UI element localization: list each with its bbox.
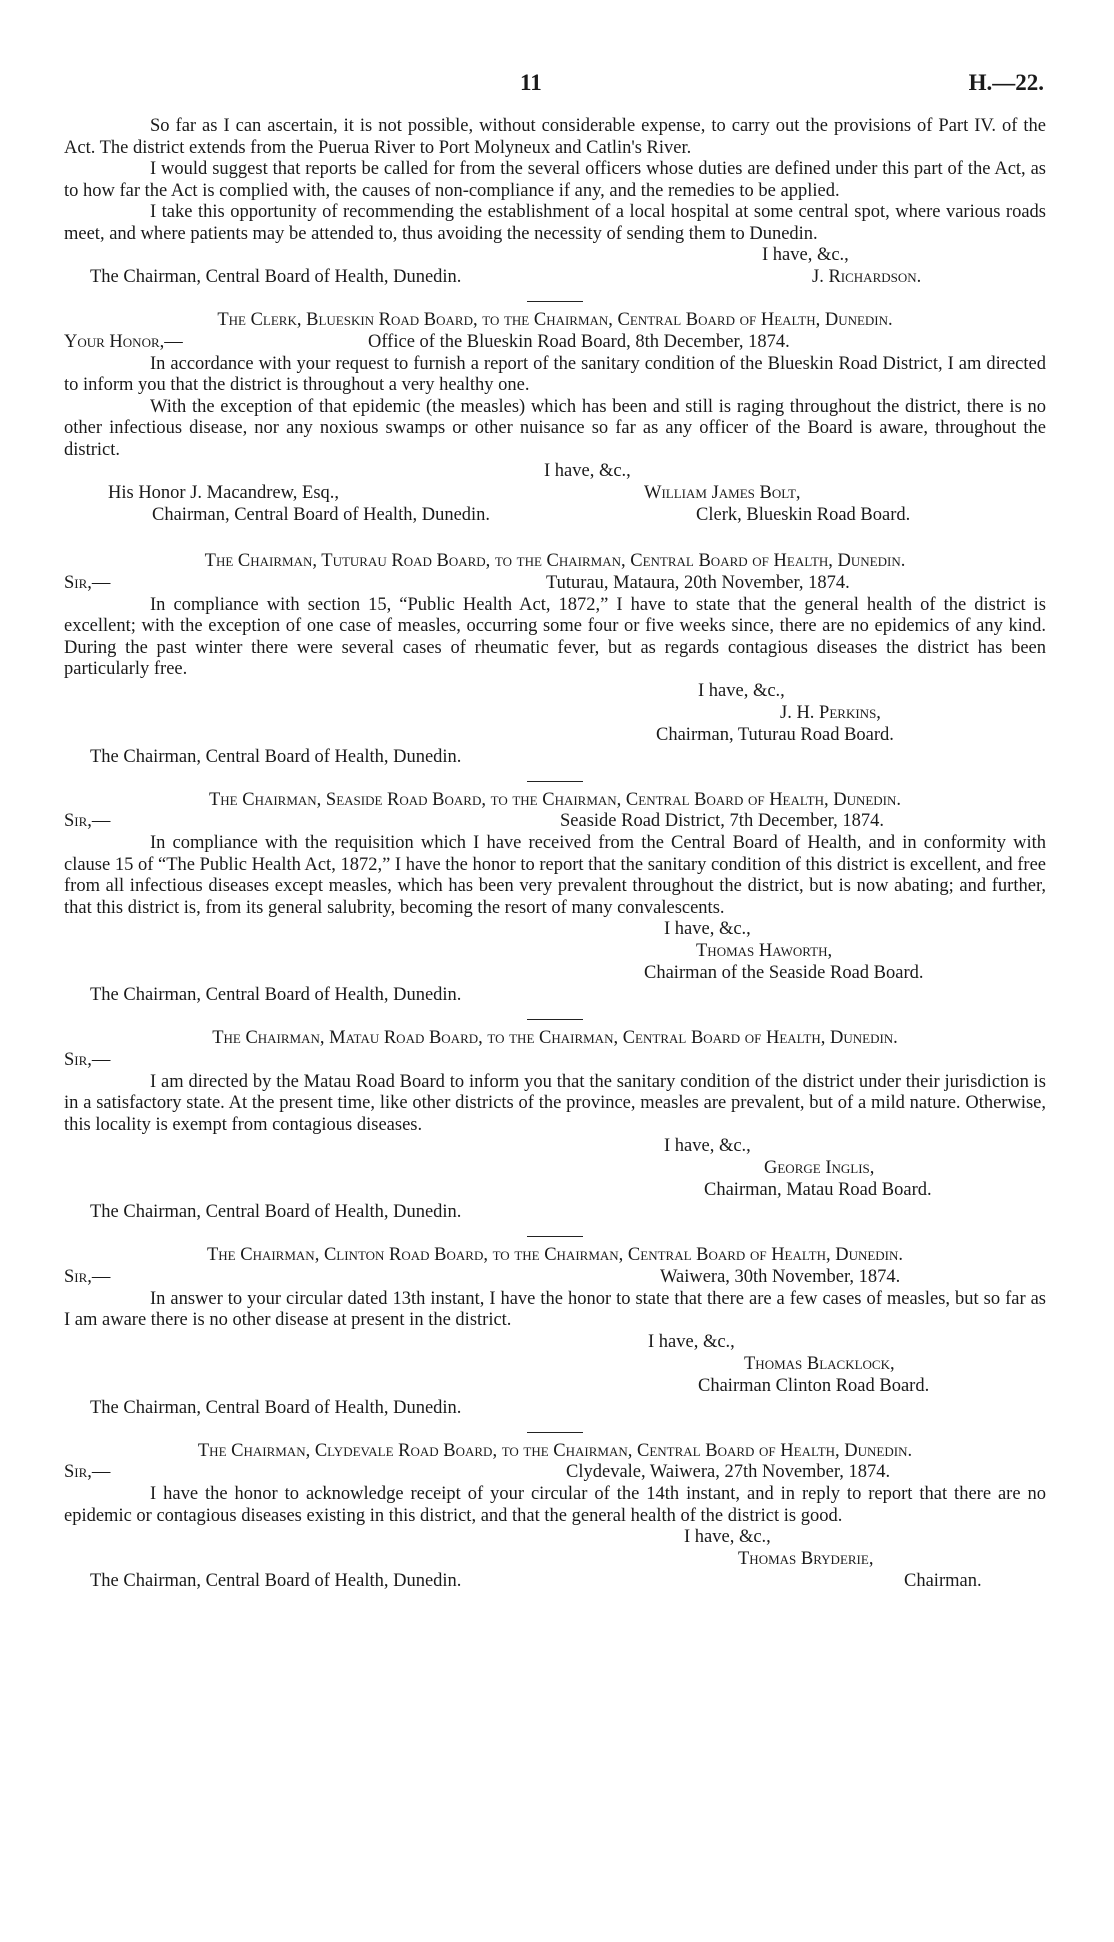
place-date: Clydevale, Waiwera, 27th November, 1874. bbox=[566, 1462, 891, 1482]
signature: Thomas Haworth, bbox=[696, 941, 833, 961]
closing-line bbox=[64, 681, 1046, 703]
salutation-line bbox=[64, 573, 1046, 595]
signature-title-line bbox=[64, 725, 1046, 747]
paragraph: In accordance with your request to furnish a report of the sanitary condition of the Blueskin Road District, I am directed to inform you that the district is throughout a very healthy one. bbox=[64, 353, 1046, 395]
addressee: The Chairman, Central Board of Health, Dunedin. bbox=[90, 1202, 462, 1222]
signature-title-line bbox=[64, 1180, 1046, 1202]
closing-line bbox=[64, 245, 1046, 267]
signature-title: Chairman, Tuturau Road Board. bbox=[656, 724, 894, 745]
paragraph: In answer to your circular dated 13th instant, I have the honor to state that there are a few cases of measles, but so far as I am aware there is no other disease at present in the district. bbox=[64, 1288, 1046, 1330]
page-content bbox=[64, 116, 1046, 1593]
signature-title: Chairman, Matau Road Board. bbox=[704, 1180, 932, 1200]
signature-line bbox=[64, 1354, 1046, 1376]
addressee-title: Chairman, Central Board of Health, Dunedin. bbox=[152, 505, 491, 525]
paragraph: I am directed by the Matau Road Board to inform you that the sanitary condition of the district under their jurisdiction is in a satisfactory state. At the present time, like other districts of the province, measles are prevalent, but of a mild nature. Otherwise, this locality is exempt from contagious diseases. bbox=[64, 1071, 1046, 1135]
salutation-line bbox=[64, 811, 1046, 833]
salutation: Your Honor,— bbox=[64, 331, 183, 352]
addressee: The Chairman, Central Board of Health, Dunedin. bbox=[90, 1571, 462, 1591]
signature-title-line bbox=[64, 963, 1046, 985]
paragraph: In compliance with section 15, “Public Health Act, 1872,” I have to state that the general health of the district is excellent; with the exception of one case of measles, occurring some four or five weeks since, there are no epidemics of any kind. During the past winter there were several cases of rheumatic fever, but as regards contagious diseases the district has been particularly free. bbox=[64, 594, 1046, 679]
closing: I have, &c., bbox=[664, 919, 751, 939]
place-date: Tuturau, Mataura, 20th November, 1874. bbox=[546, 572, 850, 593]
closing: I have, &c., bbox=[648, 1331, 735, 1352]
letter-richardson bbox=[64, 116, 1046, 289]
salutation: Sir,— bbox=[64, 1462, 111, 1482]
signature-line bbox=[64, 1158, 1046, 1180]
place-date: Waiwera, 30th November, 1874. bbox=[660, 1266, 901, 1287]
section-divider bbox=[527, 781, 583, 782]
signature: Thomas Bryderie, bbox=[738, 1549, 874, 1569]
salutation-line bbox=[64, 1462, 1046, 1484]
place-date: Office of the Blueskin Road Board, 8th December, 1874. bbox=[368, 331, 790, 352]
closing: I have, &c., bbox=[664, 1136, 751, 1156]
signature-title-line bbox=[64, 1376, 1046, 1398]
page-header bbox=[0, 72, 1114, 102]
closing-line bbox=[64, 1332, 1046, 1354]
paragraph: So far as I can ascertain, it is not possible, without considerable expense, to carry out the provisions of Part IV. of the Act. The district extends from the Puerua River to Port Molyneux and Catlin's River. bbox=[64, 116, 1046, 158]
letter-clinton bbox=[64, 1245, 1046, 1420]
closing-line bbox=[64, 1136, 1046, 1158]
letter-title: The Clerk, Blueskin Road Board, to the Chairman, Central Board of Health, Dunedin. bbox=[217, 310, 893, 330]
signature-title: Chairman. bbox=[904, 1571, 982, 1591]
letter-blueskin bbox=[64, 310, 1046, 527]
signature: George Inglis, bbox=[764, 1158, 875, 1178]
paragraph: In compliance with the requisition which I have received from the Central Board of Health, and in conformity with clause 15 of “The Public Health Act, 1872,” I have the honor to report that the sanitary condition of this district is excellent, and free from all infectious diseases except measles, which has been very prevalent throughout the district, but is now abating; and further, that this district is, from its general salubrity, becoming the resort of many convalescents. bbox=[64, 833, 1046, 918]
address-signature-line bbox=[64, 1571, 1046, 1593]
letter-title: The Chairman, Clydevale Road Board, to the Chairman, Central Board of Health, Dunedin. bbox=[197, 1440, 913, 1461]
salutation-line bbox=[64, 1050, 1046, 1072]
section-divider bbox=[527, 1236, 583, 1237]
signature: J. Richardson. bbox=[812, 267, 922, 287]
paragraph: With the exception of that epidemic (the measles) which has been and still is raging throughout the district, there is no other infectious disease, nor any noxious swamps or other nuisance so far as any officer of the Board is aware, throughout the district. bbox=[64, 396, 1046, 460]
letter-title: The Chairman, Clinton Road Board, to the Chairman, Central Board of Health, Dunedin. bbox=[206, 1245, 904, 1265]
closing-line bbox=[64, 919, 1046, 941]
closing: I have, &c., bbox=[544, 461, 631, 481]
signature-line bbox=[64, 703, 1046, 725]
signature-title: Chairman Clinton Road Board. bbox=[698, 1375, 930, 1396]
salutation-line bbox=[64, 1267, 1046, 1289]
addressee: The Chairman, Central Board of Health, Dunedin. bbox=[90, 985, 462, 1005]
salutation: Sir,— bbox=[64, 572, 111, 593]
salutation-line bbox=[64, 332, 1046, 354]
letter-seaside bbox=[64, 790, 1046, 1008]
section-divider bbox=[527, 1432, 583, 1433]
addressee: The Chairman, Central Board of Health, Dunedin. bbox=[90, 746, 462, 767]
addressee: The Chairman, Central Board of Health, Dunedin. bbox=[90, 1397, 462, 1418]
letter-title: The Chairman, Seaside Road Board, to the Chairman, Central Board of Health, Dunedin. bbox=[208, 789, 902, 810]
page-number: 11 bbox=[520, 70, 542, 95]
closing-line bbox=[64, 461, 1046, 483]
closing: I have, &c., bbox=[762, 245, 849, 265]
letter-title: The Chairman, Tuturau Road Board, to the Chairman, Central Board of Health, Dunedin. bbox=[204, 551, 906, 571]
addressee-line bbox=[64, 1202, 1046, 1224]
address-signature-line bbox=[64, 505, 1046, 527]
letter-clydevale bbox=[64, 1441, 1046, 1594]
addressee: His Honor J. Macandrew, Esq., bbox=[108, 483, 340, 503]
paragraph: I have the honor to acknowledge receipt of your circular of the 14th instant, and in reply to report that there are no epidemic or contagious diseases existing in this district, and that the general health of the district is good. bbox=[64, 1484, 1046, 1526]
addressee-line bbox=[64, 747, 1046, 769]
place-date: Seaside Road District, 7th December, 1874. bbox=[560, 811, 884, 831]
signature: J. H. Perkins, bbox=[780, 702, 881, 723]
addressee-line bbox=[64, 1398, 1046, 1420]
closing-line bbox=[64, 1527, 1046, 1549]
signature-line bbox=[64, 941, 1046, 963]
letter-title: The Chairman, Matau Road Board, to the Chairman, Central Board of Health, Dunedin. bbox=[212, 1028, 898, 1048]
document-reference: H.—22. bbox=[968, 70, 1044, 95]
section-divider bbox=[527, 301, 583, 302]
closing: I have, &c., bbox=[698, 680, 785, 701]
paragraph: I take this opportunity of recommending the establishment of a local hospital at some central spot, where various roads meet, and where patients may be attended to, thus avoiding the necessity of sending them to Dunedin. bbox=[64, 202, 1046, 244]
address-signature-line bbox=[64, 267, 1046, 289]
letter-tuturau bbox=[64, 551, 1046, 769]
section-divider bbox=[527, 1019, 583, 1020]
addressee: The Chairman, Central Board of Health, Dunedin. bbox=[90, 267, 462, 287]
salutation: Sir,— bbox=[64, 811, 111, 831]
salutation: Sir,— bbox=[64, 1266, 111, 1287]
salutation: Sir,— bbox=[64, 1049, 111, 1070]
address-signature-line bbox=[64, 483, 1046, 505]
signature-title: Chairman of the Seaside Road Board. bbox=[644, 963, 924, 983]
paragraph: I would suggest that reports be called for from the several officers whose duties are defined under this part of the Act, as to how far the Act is complied with, the causes of non-compliance if any, and the remedies to be applied. bbox=[64, 159, 1046, 201]
signature-title: Clerk, Blueskin Road Board. bbox=[696, 505, 911, 525]
closing: I have, &c., bbox=[684, 1527, 771, 1547]
letter-matau bbox=[64, 1028, 1046, 1224]
signature: Thomas Blacklock, bbox=[744, 1353, 895, 1374]
signature: William James Bolt, bbox=[644, 483, 801, 503]
addressee-line bbox=[64, 985, 1046, 1007]
signature-line bbox=[64, 1549, 1046, 1571]
